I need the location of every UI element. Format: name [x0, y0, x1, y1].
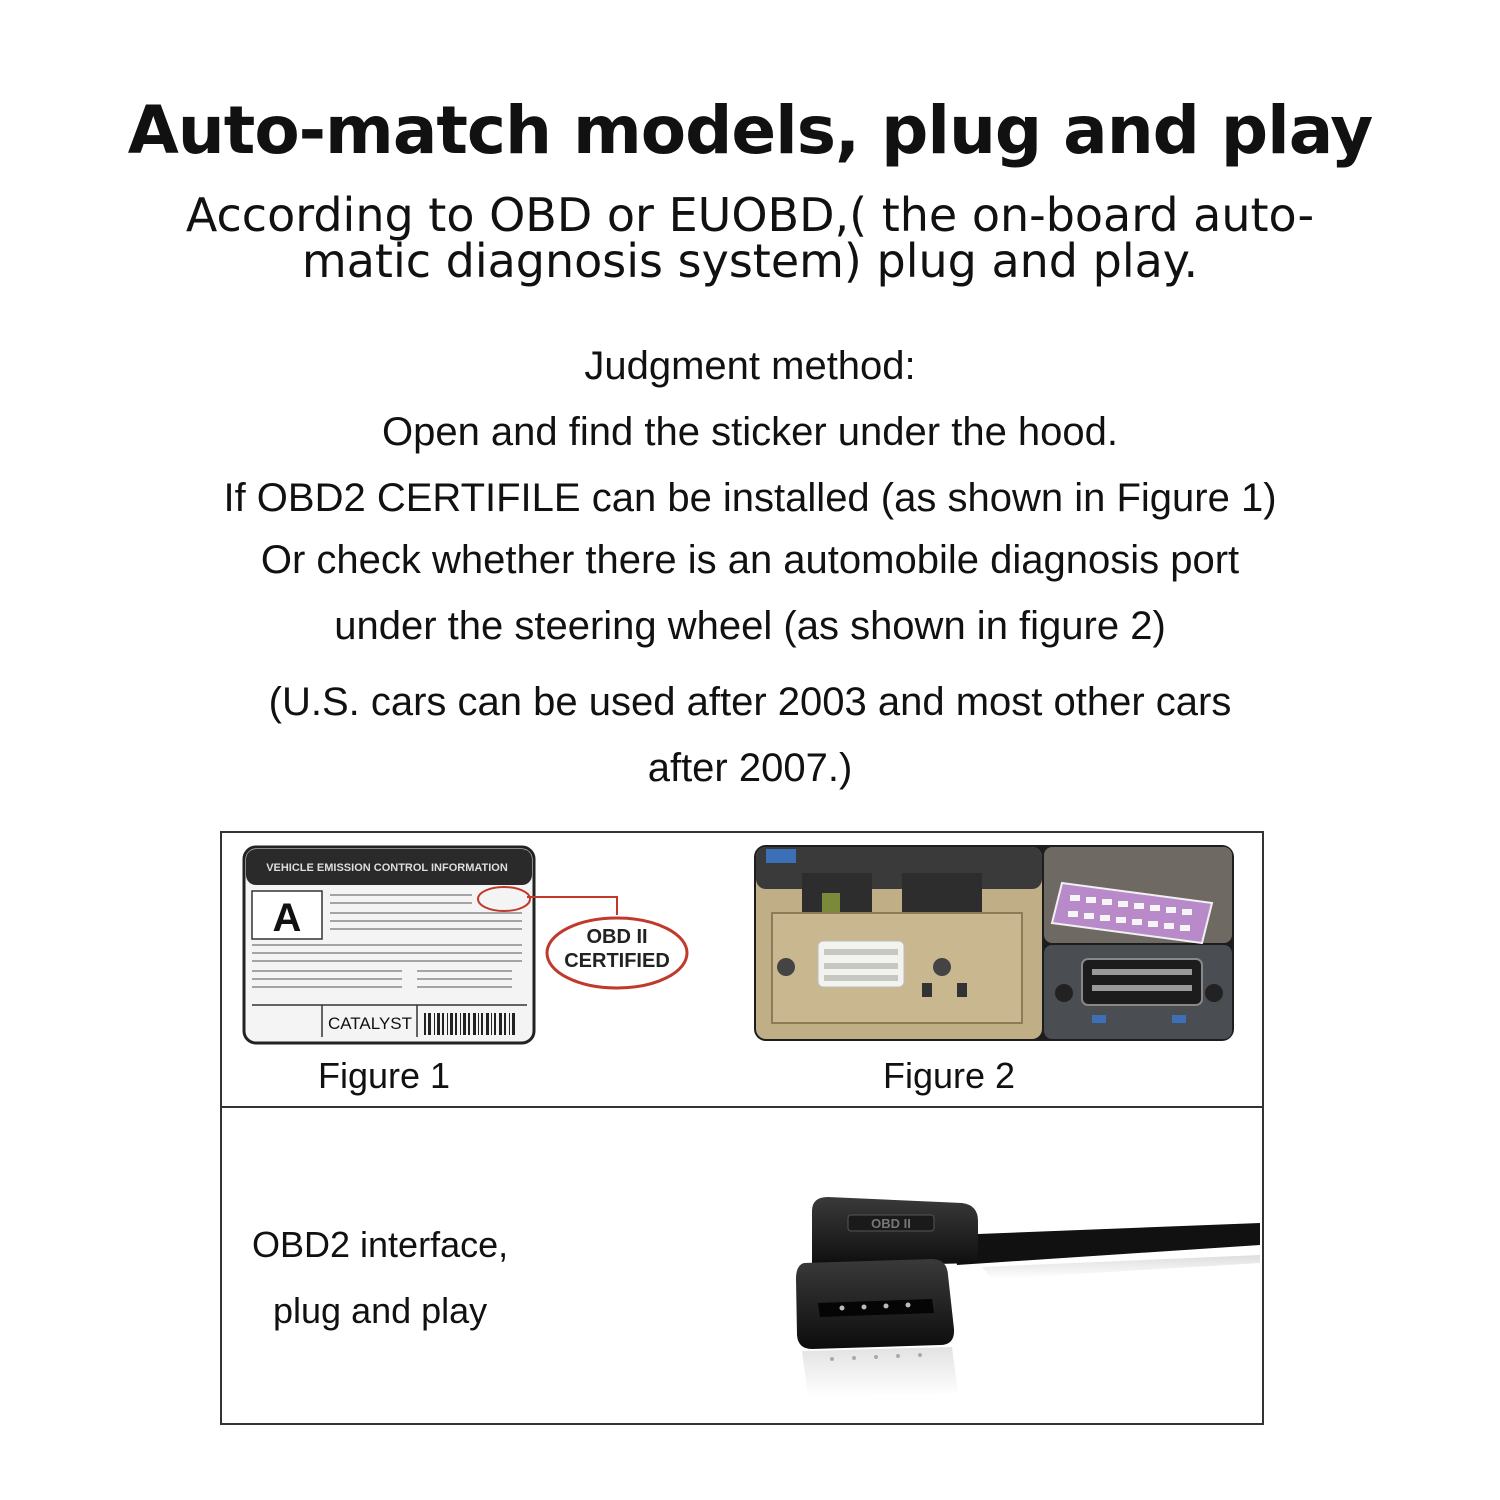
badge-line-2: CERTIFIED — [564, 950, 670, 972]
plug-label: OBD II — [871, 1216, 911, 1231]
page-title: Auto-match models, plug and play — [127, 92, 1373, 169]
catalyst-label: CATALYST — [327, 1014, 413, 1033]
sticker-letter: A — [272, 896, 302, 940]
body-line: Or check whether there is an automobile diagnosis port — [260, 538, 1240, 582]
connector-text-line-1: OBD2 interface, — [252, 1224, 509, 1265]
body-line: Open and find the sticker under the hood. — [381, 410, 1119, 454]
panel-divider — [222, 1106, 1262, 1108]
subtitle-line-2: matic diagnosis system) plug and play. — [301, 234, 1199, 288]
figures-panel — [220, 831, 1264, 1425]
figure-1-caption: Figure 1 — [318, 1055, 451, 1096]
obd-certified-badge — [522, 883, 697, 993]
diagnosis-port-image — [752, 843, 1237, 1043]
subtitle-line-1: According to OBD or EUOBD,( the on-board auto- — [185, 188, 1315, 242]
page-subtitle — [150, 188, 1350, 288]
sticker-header: VEHICLE EMISSION CONTROL INFORMATION — [266, 862, 508, 874]
figure-2-caption: Figure 2 — [883, 1055, 1016, 1096]
body-line: after 2007.) — [647, 746, 853, 790]
body-line: If OBD2 CERTIFILE can be installed (as shown in Figure 1) — [223, 476, 1277, 520]
obd2-connector-image — [782, 1183, 1262, 1403]
connector-text-line-2: plug and play — [273, 1290, 488, 1331]
emission-sticker-image — [242, 845, 537, 1045]
body-line: (U.S. cars can be used after 2003 and most other cars — [268, 680, 1232, 724]
badge-line-1: OBD II — [586, 926, 648, 948]
body-line: Judgment method: — [584, 344, 916, 388]
body-line: under the steering wheel (as shown in figure 2) — [334, 604, 1166, 648]
